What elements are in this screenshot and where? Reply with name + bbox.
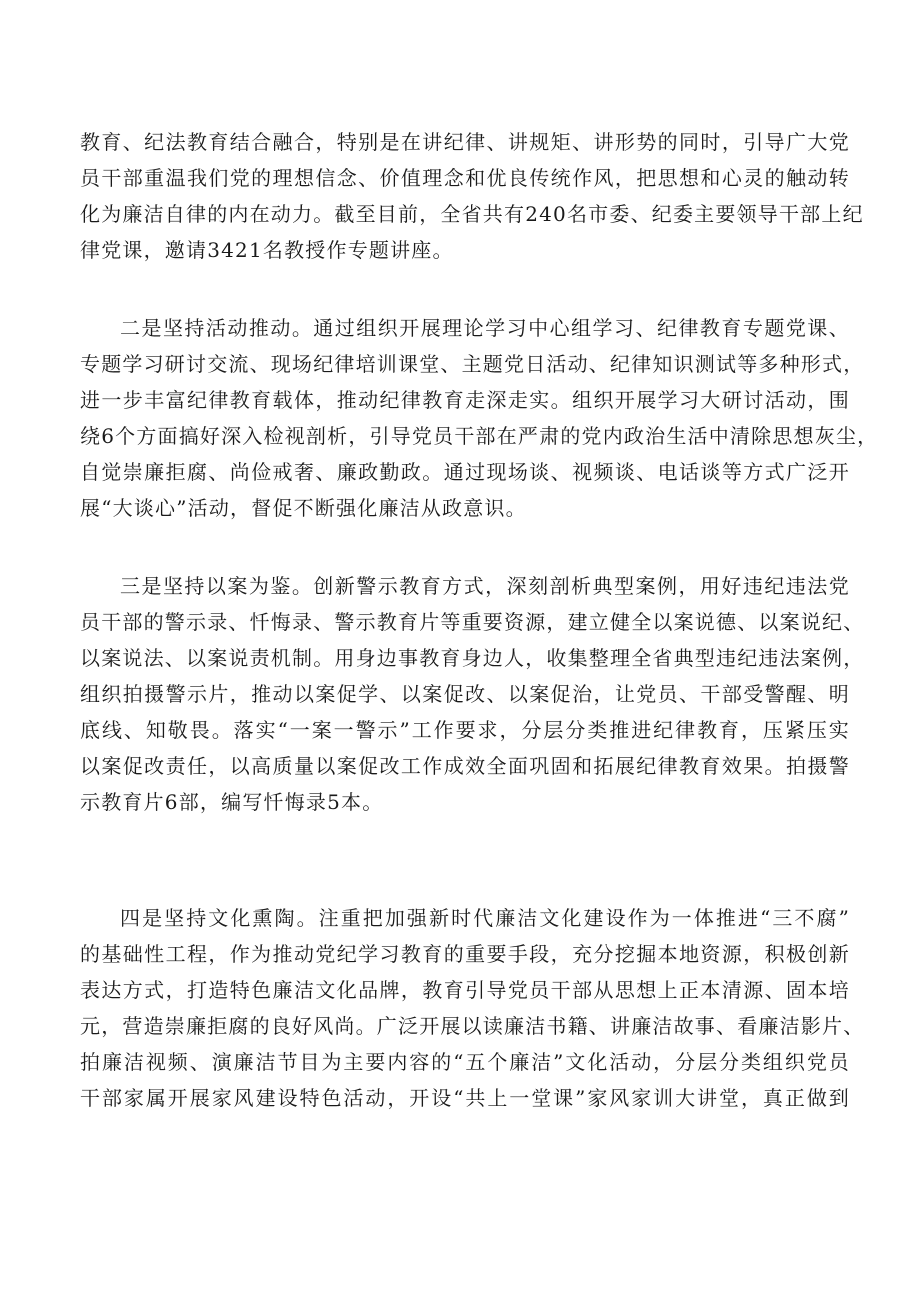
text-line: 专题学习研讨交流、现场纪律培训课堂、主题党日活动、纪律知识测试等多种形式， (80, 352, 865, 376)
text-line: 展“大谈心”活动，督促不断强化廉洁从政意识。 (80, 496, 527, 520)
text-line: 自觉崇廉拒腐、尚俭戒奢、廉政勤政。通过现场谈、视频谈、电话谈等方式广泛开 (80, 460, 850, 484)
text-line: 三是坚持以案为鉴。创新警示教育方式，深刻剖析典型案例，用好违纪违法党 (120, 574, 850, 598)
paragraph-case-lessons (80, 568, 865, 820)
text-line: 干部家属开展家风建设特色活动，开设“共上一堂课”家风家训大讲堂，真正做到 (80, 1086, 850, 1110)
text-line: 表达方式，打造特色廉洁文化品牌，教育引导党员干部从思想上正本清源、固本培 (80, 978, 850, 1002)
text-line: 员干部重温我们党的理想信念、价值理念和优良传统作风，把思想和心灵的触动转 (80, 166, 850, 190)
text-line: 绕6个方面搞好深入检视剖析，引导党员干部在严肃的党内政治生活中清除思想灰尘， (80, 424, 879, 448)
text-line: 底线、知敬畏。落实“一案一警示”工作要求，分层分类推进纪律教育，压紧压实 (80, 718, 850, 742)
text-line: 进一步丰富纪律教育载体，推动纪律教育走深走实。组织开展学习大研讨活动，围 (80, 388, 850, 412)
paragraph-culture-influence (80, 900, 865, 1116)
paragraph-education-integration (80, 124, 864, 268)
text-line: 员干部的警示录、忏悔录、警示教育片等重要资源，建立健全以案说德、以案说纪、 (80, 610, 865, 634)
text-line: 以案说法、以案说责机制。用身边事教育身边人，收集整理全省典型违纪违法案例， (80, 646, 865, 670)
text-line: 拍廉洁视频、演廉洁节目为主要内容的“五个廉洁”文化活动，分层分类组织党员 (80, 1050, 850, 1074)
text-line: 化为廉洁自律的内在动力。截至目前，全省共有240名市委、纪委主要领导干部上纪 (80, 202, 864, 226)
text-line: 四是坚持文化熏陶。注重把加强新时代廉洁文化建设作为一体推进“三不腐” (120, 906, 850, 930)
text-line: 示教育片6部，编写忏悔录5本。 (80, 790, 384, 814)
text-line: 律党课，邀请3421名教授作专题讲座。 (80, 238, 454, 262)
text-line: 的基础性工程，作为推动党纪学习教育的重要手段，充分挖掘本地资源，积极创新 (80, 942, 850, 966)
text-line: 组织拍摄警示片，推动以案促学、以案促改、以案促治，让党员、干部受警醒、明 (80, 682, 850, 706)
text-line: 教育、纪法教育结合融合，特别是在讲纪律、讲规矩、讲形势的同时，引导广大党 (80, 130, 850, 154)
paragraph-activity-promotion (80, 310, 879, 526)
text-line: 元，营造崇廉拒腐的良好风尚。广泛开展以读廉洁书籍、讲廉洁故事、看廉洁影片、 (80, 1014, 865, 1038)
text-line: 二是坚持活动推动。通过组织开展理论学习中心组学习、纪律教育专题党课、 (120, 316, 850, 340)
text-line: 以案促改责任，以高质量以案促改工作成效全面巩固和拓展纪律教育效果。拍摄警 (80, 754, 850, 778)
